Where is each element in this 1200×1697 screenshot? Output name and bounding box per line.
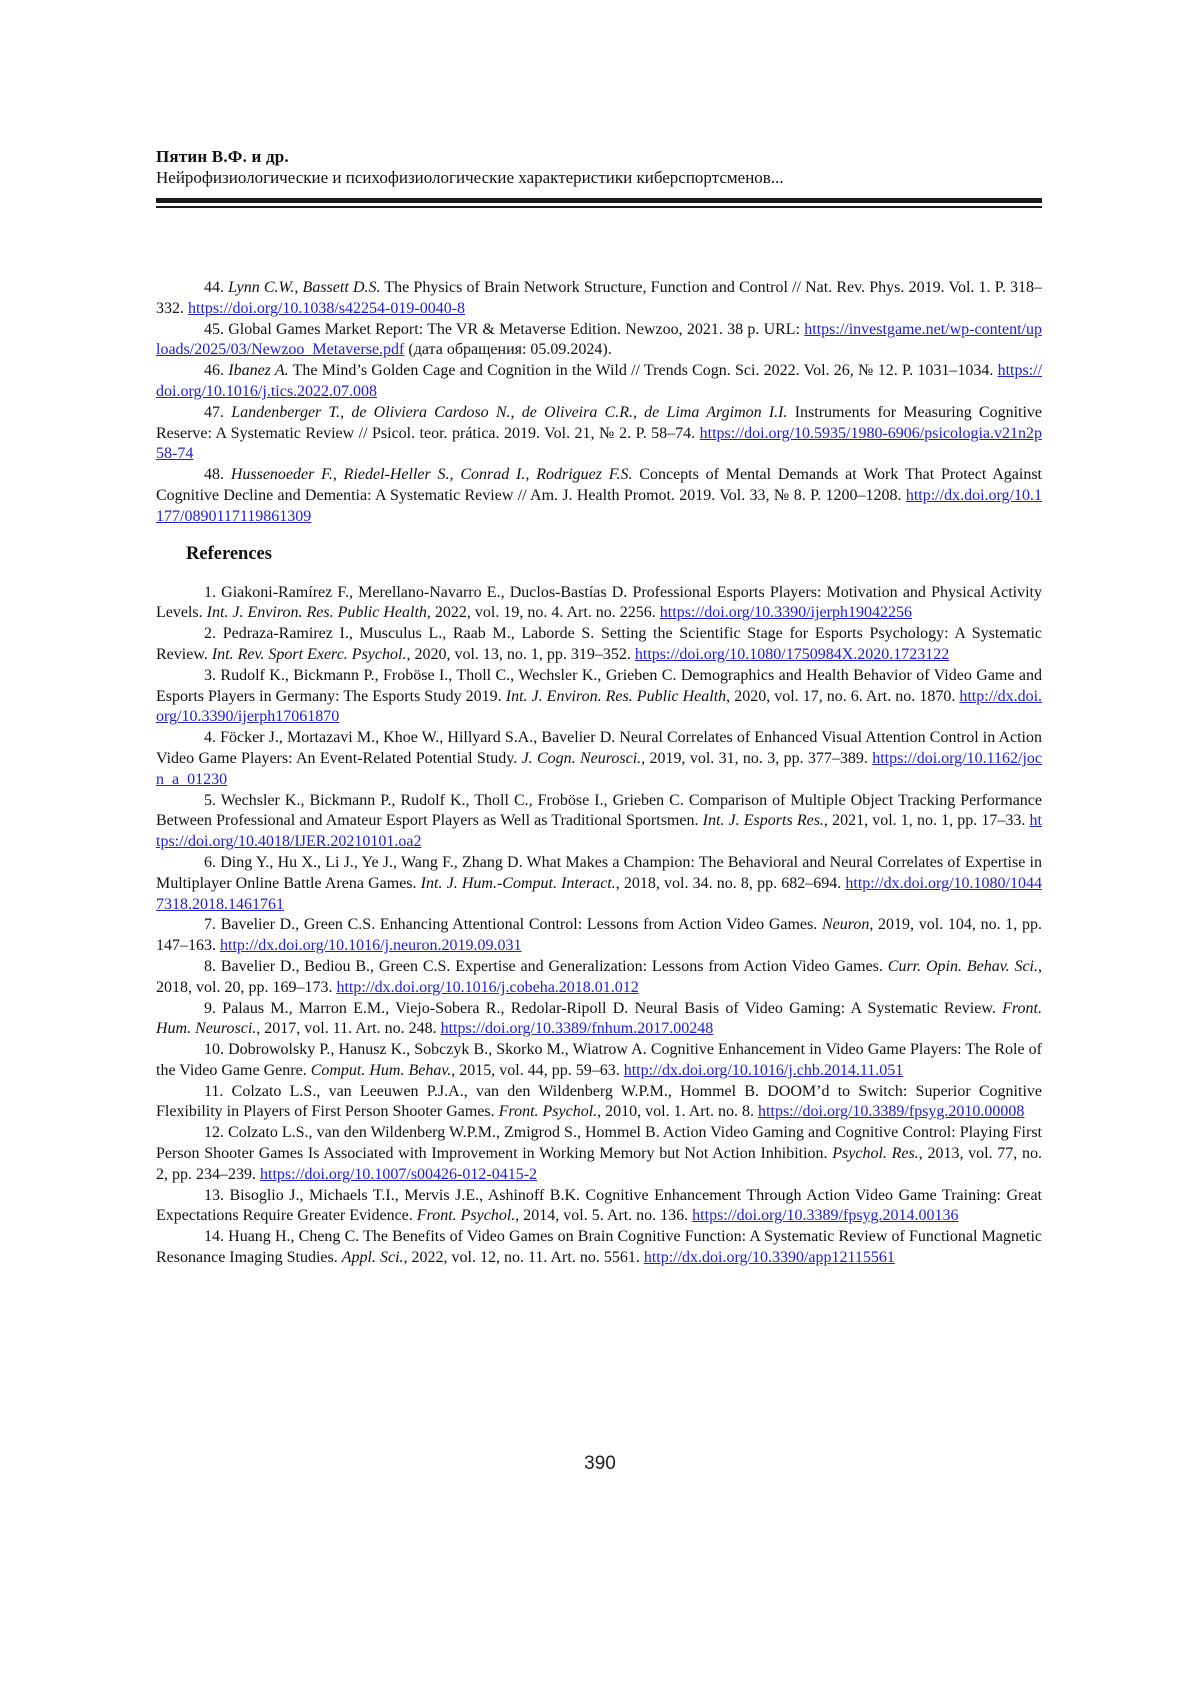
reference-text: 3. Rudolf K., Bickmann P., Froböse I., Tholl C., Wechsler K., Grieben C. Demographics and Health Behavior of Video Game and Esports Players in Germany: The Esports Study 2019. xyxy=(156,666,1042,705)
reference-authors-italic: Neuron xyxy=(821,916,870,934)
reference-authors-italic: Front. Psychol. xyxy=(498,1103,598,1121)
reference-text: , 2019, vol. 104, no. 1, pp. 147–163. xyxy=(156,916,1042,955)
reference-authors-italic: Comput. Hum. Behav. xyxy=(310,1061,452,1079)
reference-item xyxy=(156,915,1042,957)
reference-item xyxy=(156,1227,1042,1269)
reference-url-link[interactable]: http://dx.doi.org/10.1016/j.chb.2014.11.051 xyxy=(623,1061,904,1079)
reference-item xyxy=(156,403,1042,465)
reference-url-link[interactable]: https://doi.org/10.3389/fnhum.2017.00248 xyxy=(440,1020,714,1038)
reference-text: Instruments for Measuring Cognitive Reserve: A Systematic Review // Psicol. teor. prática. 2019. Vol. 21, № 2. P. 58–74. xyxy=(156,403,1043,442)
references-heading: References xyxy=(186,543,272,564)
reference-url-link[interactable]: https://doi.org/10.1038/s42254-019-0040-8 xyxy=(188,299,466,317)
reference-text: , 2014, vol. 5. Art. no. 136. xyxy=(515,1207,693,1225)
reference-authors-italic: Ibanez A. xyxy=(228,362,289,380)
reference-text: , 2013, vol. 77, no. 2, pp. 234–239. xyxy=(156,1145,1043,1183)
reference-url-link[interactable]: https://doi.org/10.1016/j.tics.2022.07.008 xyxy=(156,362,1043,400)
reference-item xyxy=(156,999,1042,1041)
reference-item xyxy=(156,1040,1042,1082)
reference-text: 2. Pedraza-Ramirez I., Musculus L., Raab M., Laborde S. Setting the Scientific Stage for Esports Psychology: A Systematic Review. xyxy=(156,625,1042,663)
reference-url-link[interactable]: https://doi.org/10.3390/ijerph19042256 xyxy=(659,604,912,622)
reference-authors-italic: Front. Psychol. xyxy=(416,1207,516,1225)
reference-url-link[interactable]: https://doi.org/10.1162/jocn_a_01230 xyxy=(156,749,1043,788)
references-body xyxy=(156,278,1042,1269)
reference-item xyxy=(156,666,1042,728)
reference-text: , 2020, vol. 17, no. 6. Art. no. 1870. xyxy=(726,687,960,705)
reference-text: 11. Colzato L.S., van Leeuwen P.J.A., van den Wildenberg W.P.M., Hommel B. DOOM’d to Switch: Superior Cognitive Flexibility in Players of First Person Shooter Games. xyxy=(156,1082,1042,1121)
reference-text: , 2022, vol. 19, no. 4. Art. no. 2256. xyxy=(426,604,660,622)
reference-item xyxy=(156,361,1042,403)
reference-text: 1. Giakoni-Ramírez F., Merellano-Navarro E., Duclos-Bastías D. Professional Esports Players: Motivation and Physical Activity Levels. xyxy=(156,583,1042,622)
reference-text: 46. xyxy=(204,362,229,380)
reference-authors-italic: Int. J. Environ. Res. Public Health xyxy=(206,604,427,622)
reference-authors-italic: Front. Hum. Neurosci. xyxy=(156,999,1042,1038)
reference-url-link[interactable]: https://doi.org/10.1080/1750984X.2020.1723122 xyxy=(634,645,950,663)
reference-text: 6. Ding Y., Hu X., Li J., Ye J., Wang F., Zhang D. What Makes a Champion: The Behavioral and Neural Correlates of Expertise in Multiplayer Online Battle Arena Games. xyxy=(156,853,1042,892)
reference-text: Concepts of Mental Demands at Work That Protect Against Cognitive Decline and Dementia: A Systematic Review // Am. J. Health Promot. 2019. Vol. 33, № 8. P. 1200–1208. xyxy=(156,466,1043,504)
running-head-authors: Пятин В.Ф. и др. xyxy=(156,147,289,166)
reference-text: 47. xyxy=(204,403,232,421)
reference-text: The Mind’s Golden Cage and Cognition in the Wild // Trends Cogn. Sci. 2022. Vol. 26, № 12. P. 1031–1034. xyxy=(288,362,998,380)
reference-item xyxy=(156,320,1042,362)
reference-text: 48. xyxy=(204,466,231,484)
reference-url-link[interactable]: http://dx.doi.org/10.1080/10447318.2018.1461761 xyxy=(156,874,1042,913)
reference-authors-italic: Int. Rev. Sport Exerc. Psychol. xyxy=(211,645,407,663)
reference-item xyxy=(156,791,1042,853)
reference-authors-italic: J. Cogn. Neurosci. xyxy=(521,749,642,767)
reference-item xyxy=(156,728,1042,790)
running-head xyxy=(156,146,1042,208)
reference-url-link[interactable]: http://dx.doi.org/10.1016/j.cobeha.2018.01.012 xyxy=(336,978,639,996)
reference-url-link[interactable]: https://doi.org/10.3389/fpsyg.2010.00008 xyxy=(758,1103,1025,1121)
reference-text: 45. Global Games Market Report: The VR & Metaverse Edition. Newzoo, 2021. 38 p. URL: xyxy=(204,320,805,338)
page-content xyxy=(156,0,1042,1269)
reference-authors-italic: Landenberger T., de Oliviera Cardoso N., de Oliveira C.R., de Lima Argimon I.I. xyxy=(231,403,788,421)
reference-item xyxy=(156,624,1042,666)
reference-text: , 2018, vol. 34. no. 8, pp. 682–694. xyxy=(615,874,846,892)
reference-item xyxy=(156,1123,1042,1185)
reference-text: , 2020, vol. 13, no. 1, pp. 319–352. xyxy=(406,645,635,663)
reference-text: , 2019, vol. 31, no. 3, pp. 377–389. xyxy=(641,749,873,767)
page-number: 390 xyxy=(584,1453,616,1474)
reference-url-link[interactable]: http://dx.doi.org/10.3390/app12115561 xyxy=(643,1249,895,1267)
reference-url-link[interactable]: https://doi.org/10.1007/s00426-012-0415-2 xyxy=(260,1165,538,1183)
reference-text: (дата обращения: 05.09.2024). xyxy=(404,341,612,359)
reference-url-link[interactable]: http://dx.doi.org/10.1177/0890117119861309 xyxy=(156,486,1042,525)
reference-item xyxy=(156,853,1042,915)
reference-text: 4. Föcker J., Mortazavi M., Khoe W., Hillyard S.A., Bavelier D. Neural Correlates of Enhanced Visual Attention Control in Action Video Game Players: An Event-Related Potential Study. xyxy=(156,729,1042,767)
reference-url-link[interactable]: http://dx.doi.org/10.1016/j.neuron.2019.09.031 xyxy=(220,937,522,955)
reference-text: , 2015, vol. 44, pp. 59–63. xyxy=(451,1061,624,1079)
reference-url-link[interactable]: https://doi.org/10.3389/fpsyg.2014.00136 xyxy=(692,1207,959,1225)
reference-text: , 2017, vol. 11. Art. no. 248. xyxy=(256,1020,441,1038)
reference-authors-italic: Lynn C.W., Bassett D.S. xyxy=(228,279,381,296)
reference-text: 10. Dobrowolsky P., Hanusz K., Sobczyk B., Skorko M., Wiatrow A. Cognitive Enhancement in Video Game Players: The Role of the Video Game Genre. xyxy=(156,1041,1042,1079)
reference-text: 13. Bisoglio J., Michaels T.I., Mervis J.E., Ashinoff B.K. Cognitive Enhancement Through Action Video Game Training: Great Expectations Require Greater Evidence. xyxy=(156,1186,1042,1225)
reference-text: 7. Bavelier D., Green C.S. Enhancing Attentional Control: Lessons from Action Video Games. xyxy=(204,916,822,934)
reference-url-link[interactable]: https://doi.org/10.5935/1980-6906/psicologia.v21n2p58-74 xyxy=(156,424,1042,463)
reference-url-link[interactable]: http://dx.doi.org/10.3390/ijerph17061870 xyxy=(156,687,1043,726)
reference-authors-italic: Curr. Opin. Behav. Sci. xyxy=(887,957,1038,975)
reference-text: , 2021, vol. 1, no. 1, pp. 17–33. xyxy=(823,812,1030,830)
reference-item xyxy=(156,1186,1042,1228)
reference-text: 8. Bavelier D., Bediou B., Green C.S. Expertise and Generalization: Lessons from Action Video Games. xyxy=(204,957,888,975)
reference-authors-italic: Appl. Sci. xyxy=(341,1249,404,1267)
reference-authors-italic: Int. J. Esports Res. xyxy=(702,812,824,830)
reference-authors-italic: Hussenoeder F., Riedel-Heller S., Conrad I., Rodriguez F.S. xyxy=(230,466,633,484)
reference-item xyxy=(156,957,1042,999)
reference-text: The Physics of Brain Network Structure, Function and Control // Nat. Rev. Phys. 2019. Vol. 1. P. 318–332. xyxy=(156,279,1043,317)
reference-url-link[interactable]: https://doi.org/10.4018/IJER.20210101.oa2 xyxy=(156,812,1042,851)
reference-item xyxy=(156,278,1042,320)
header-double-rule xyxy=(156,198,1042,208)
reference-authors-italic: Psychol. Res. xyxy=(832,1145,919,1163)
reference-text: 12. Colzato L.S., van den Wildenberg W.P.M., Zmigrod S., Hommel B. Action Video Gaming and Cognitive Control: Playing First Person Shooter Games Is Associated with Improvement in Working Memory but Not Action Inhibition. xyxy=(156,1124,1042,1163)
running-head-title: Нейрофизиологические и психофизиологические характеристики киберспортсменов... xyxy=(156,168,784,187)
english-references-list xyxy=(156,583,1042,1269)
reference-authors-italic: Int. J. Hum.-Comput. Interact. xyxy=(420,874,616,892)
reference-item xyxy=(156,583,1042,625)
reference-text: 9. Palaus M., Marron E.M., Viejo-Sobera R., Redolar-Ripoll D. Neural Basis of Video Gaming: A Systematic Review. xyxy=(204,999,1003,1017)
reference-item xyxy=(156,465,1042,527)
reference-text: 14. Huang H., Cheng C. The Benefits of Video Games on Brain Cognitive Function: A Systematic Review of Functional Magnetic Resonance Imaging Studies. xyxy=(156,1228,1042,1267)
reference-text: 5. Wechsler K., Bickmann P., Rudolf K., Tholl C., Froböse I., Grieben C. Comparison of Multiple Object Tracking Performance Between Professional and Amateur Esport Players as Well as Traditional Sportsmen. xyxy=(156,791,1042,830)
reference-text: , 2022, vol. 12, no. 11. Art. no. 5561. xyxy=(403,1249,644,1267)
reference-text: 44. xyxy=(204,279,229,296)
reference-text: , 2018, vol. 20, pp. 169–173. xyxy=(156,957,1042,996)
reference-text: , 2010, vol. 1. Art. no. 8. xyxy=(597,1103,759,1121)
reference-url-link[interactable]: https://investgame.net/wp-content/uploads/2025/03/Newzoo_Metaverse.pdf xyxy=(156,320,1042,359)
reference-authors-italic: Int. J. Environ. Res. Public Health xyxy=(505,687,727,705)
reference-item xyxy=(156,1082,1042,1124)
russian-references-list xyxy=(156,278,1042,528)
